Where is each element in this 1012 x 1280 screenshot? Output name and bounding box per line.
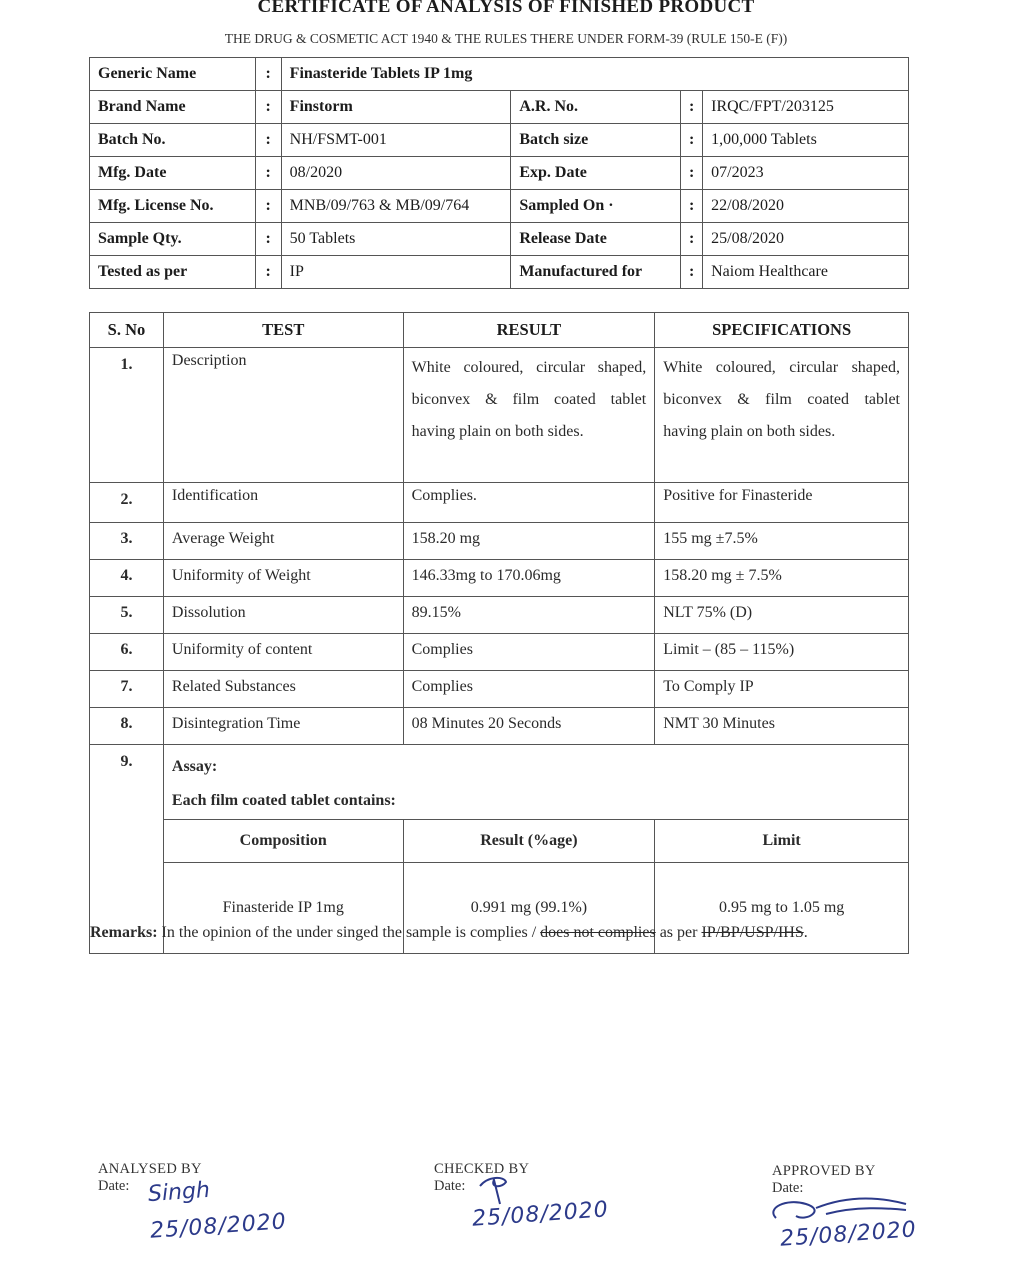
batch-size-label: Batch size (511, 124, 681, 157)
info-row (90, 256, 909, 289)
assay-title: Assay: (171, 758, 218, 775)
remarks-complies: complies (469, 924, 528, 941)
row-sno: 9. (90, 745, 164, 954)
separator: : (681, 223, 703, 256)
table-row (90, 671, 909, 708)
separator: : (255, 91, 281, 124)
separator: : (255, 223, 281, 256)
sampled-on-label: Sampled On · (511, 190, 681, 223)
remarks-label: Remarks: (90, 924, 158, 941)
remarks (90, 922, 908, 944)
info-row (90, 190, 909, 223)
row-result: Complies (403, 671, 655, 708)
row-test: Disintegration Time (163, 708, 403, 745)
table-row (90, 708, 909, 745)
row-result: 146.33mg to 170.06mg (403, 560, 655, 597)
ar-no-label: A.R. No. (511, 91, 681, 124)
separator: : (681, 256, 703, 289)
row-sno: 4. (90, 560, 164, 597)
analysed-date-label: Date: (98, 1178, 130, 1194)
row-sno: 5. (90, 597, 164, 634)
info-row (90, 223, 909, 256)
header-specifications: SPECIFICATIONS (655, 313, 909, 348)
exp-date-value: 07/2023 (703, 157, 909, 190)
row-sno: 8. (90, 708, 164, 745)
assay-heading-cell (163, 745, 908, 820)
row-sno: 7. (90, 671, 164, 708)
row-test: Related Substances (163, 671, 403, 708)
header-sno: S. No (90, 313, 164, 348)
sample-qty-label: Sample Qty. (90, 223, 256, 256)
remarks-not-complies: does not complies (540, 924, 656, 941)
table-header-row (90, 313, 909, 348)
row-result: Complies (403, 634, 655, 671)
mfg-date-label: Mfg. Date (90, 157, 256, 190)
analysed-signature: Singh (147, 1177, 211, 1208)
checked-date-label: Date: (434, 1178, 466, 1194)
assay-header-row (90, 820, 909, 863)
release-date-label: Release Date (511, 223, 681, 256)
batch-size-value: 1,00,000 Tablets (703, 124, 909, 157)
sampled-on-value: 22/08/2020 (703, 190, 909, 223)
approved-date-value: 25/08/2020 (779, 1217, 918, 1252)
manufactured-for-label: Manufactured for (511, 256, 681, 289)
row-result: 158.20 mg (403, 523, 655, 560)
tested-as-per-value: IP (281, 256, 511, 289)
sample-qty-value: 50 Tablets (281, 223, 511, 256)
info-row (90, 91, 909, 124)
row-test: Description (163, 348, 403, 483)
row-spec: NLT 75% (D) (655, 597, 909, 634)
info-row (90, 124, 909, 157)
checked-date-value: 25/08/2020 (471, 1197, 610, 1232)
row-spec: Positive for Finasteride (655, 483, 909, 523)
approved-date-label: Date: (772, 1180, 804, 1196)
assay-subtitle: Each film coated tablet contains: (171, 792, 396, 809)
separator: : (255, 124, 281, 157)
separator: : (681, 124, 703, 157)
table-row (90, 597, 909, 634)
remarks-slash: / (531, 924, 537, 941)
row-test: Average Weight (163, 523, 403, 560)
row-sno: 2. (90, 483, 164, 523)
row-test: Dissolution (163, 597, 403, 634)
checked-signature-mark (476, 1172, 516, 1208)
header-result: RESULT (403, 313, 655, 348)
row-test: Identification (163, 483, 403, 523)
table-row (90, 483, 909, 523)
header-test: TEST (163, 313, 403, 348)
separator: : (255, 157, 281, 190)
product-info-table (89, 57, 909, 289)
row-sno: 3. (90, 523, 164, 560)
row-test: Uniformity of content (163, 634, 403, 671)
assay-col-result: Result (%age) (403, 820, 655, 863)
manufactured-for-value: Naiom Healthcare (703, 256, 909, 289)
row-spec: NMT 30 Minutes (655, 708, 909, 745)
row-spec: 155 mg ±7.5% (655, 523, 909, 560)
assay-limit: 0.95 mg to 1.05 mg (655, 863, 909, 954)
table-row (90, 634, 909, 671)
separator: : (681, 157, 703, 190)
exp-date-label: Exp. Date (511, 157, 681, 190)
batch-no-value: NH/FSMT-001 (281, 124, 511, 157)
tested-as-per-label: Tested as per (90, 256, 256, 289)
row-test: Uniformity of Weight (163, 560, 403, 597)
assay-row (90, 745, 909, 820)
brand-name-label: Brand Name (90, 91, 256, 124)
row-result: 89.15% (403, 597, 655, 634)
info-row (90, 157, 909, 190)
generic-name-label: Generic Name (90, 58, 256, 91)
row-spec: Limit – (85 – 115%) (655, 634, 909, 671)
approved-by-label: APPROVED BY (772, 1163, 876, 1179)
test-results-table (89, 312, 909, 954)
row-sno: 1. (90, 348, 164, 483)
separator: : (255, 190, 281, 223)
document-title: CERTIFICATE OF ANALYSIS OF FINISHED PRODUCT (257, 0, 755, 17)
row-spec: 158.20 mg ± 7.5% (655, 560, 909, 597)
ar-no-value: IRQC/FPT/203125 (703, 91, 909, 124)
document-subtitle: THE DRUG & COSMETIC ACT 1940 & THE RULES THERE UNDER FORM-39 (RULE 150-E (F)) (224, 31, 788, 46)
remarks-pharmacopoeia: IP/BP/USP/IHS (701, 924, 804, 941)
assay-result: 0.991 mg (99.1%) (403, 863, 655, 954)
separator: : (255, 256, 281, 289)
license-label: Mfg. License No. (90, 190, 256, 223)
row-result: 08 Minutes 20 Seconds (403, 708, 655, 745)
row-result: White coloured, circular shaped, biconvex & film coated tablet having plain on both sides. (403, 348, 655, 483)
analysed-by-label: ANALYSED BY (98, 1161, 202, 1177)
brand-name-value: Finstorm (281, 91, 511, 124)
table-row (90, 348, 909, 483)
license-value: MNB/09/763 & MB/09/764 (281, 190, 511, 223)
table-row (90, 523, 909, 560)
table-row (90, 560, 909, 597)
generic-name-value: Finasteride Tablets IP 1mg (281, 58, 908, 91)
separator: : (255, 58, 281, 91)
info-row (90, 58, 909, 91)
analysed-date-value: 25/08/2020 (149, 1209, 288, 1244)
remarks-as-per: as per (659, 924, 698, 941)
release-date-value: 25/08/2020 (703, 223, 909, 256)
row-result: Complies. (403, 483, 655, 523)
remarks-end: . (803, 924, 808, 941)
separator: : (681, 91, 703, 124)
separator: : (681, 190, 703, 223)
row-sno: 6. (90, 634, 164, 671)
row-spec: White coloured, circular shaped, biconvex & film coated tablet having plain on both sides. (655, 348, 909, 483)
assay-col-limit: Limit (655, 820, 909, 863)
remarks-text: In the opinion of the under singed the sample is (161, 924, 466, 941)
checked-by-label: CHECKED BY (434, 1161, 530, 1177)
row-spec: To Comply IP (655, 671, 909, 708)
mfg-date-value: 08/2020 (281, 157, 511, 190)
batch-no-label: Batch No. (90, 124, 256, 157)
assay-col-composition: Composition (163, 820, 403, 863)
assay-composition: Finasteride IP 1mg (163, 863, 403, 954)
